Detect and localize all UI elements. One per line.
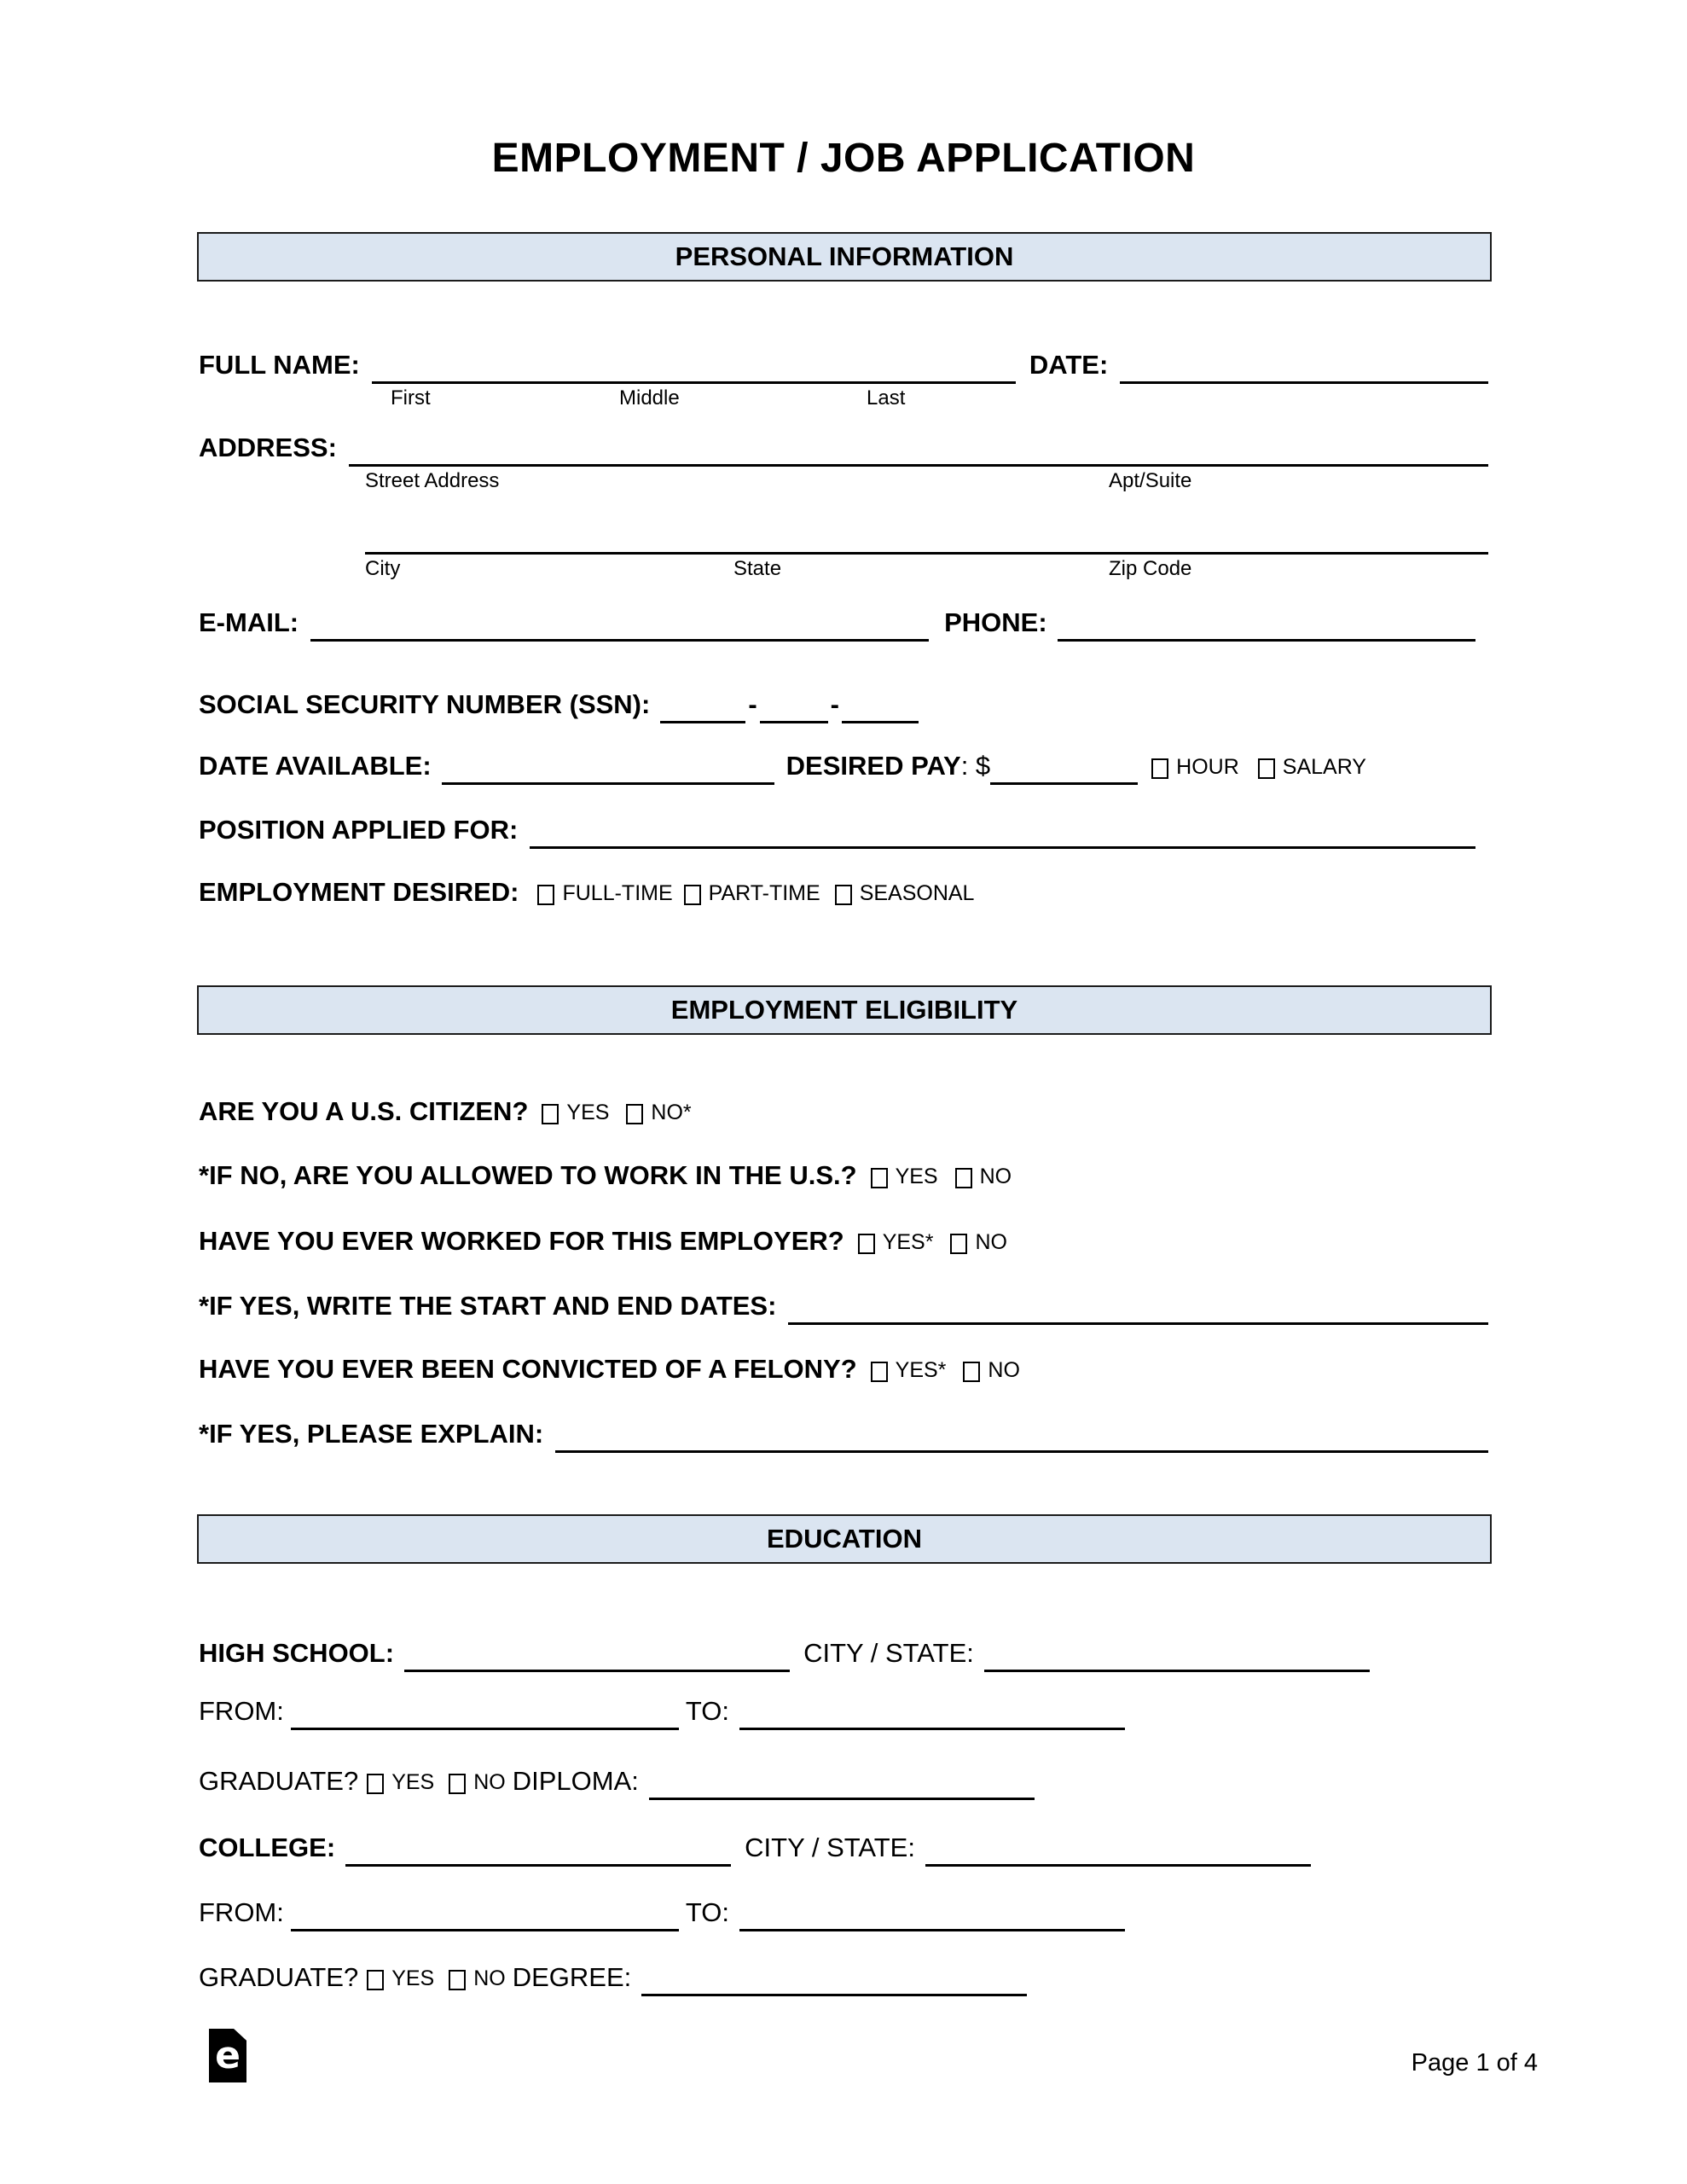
address-row-2	[199, 517, 1488, 555]
felony-yes-checkbox[interactable]	[871, 1362, 888, 1382]
date-available-field-line[interactable]	[442, 748, 774, 785]
high-school-graduate-yes-checkbox[interactable]	[367, 1774, 384, 1794]
employment-desired-label: EMPLOYMENT DESIRED:	[199, 877, 519, 907]
college-field-line[interactable]	[345, 1830, 731, 1867]
date-available-label: DATE AVAILABLE:	[199, 751, 432, 781]
ssn-field-line-3[interactable]	[842, 687, 919, 723]
seasonal-checkbox[interactable]	[835, 885, 852, 905]
worked-for-employer-no-checkbox[interactable]	[950, 1234, 967, 1254]
start-end-dates-row	[199, 1287, 1488, 1325]
college-to-label: TO:	[685, 1897, 729, 1927]
position-applied-field-line[interactable]	[530, 812, 1475, 849]
college-row	[199, 1829, 1488, 1867]
apt-suite-sublabel: Apt/Suite	[1109, 469, 1192, 492]
allowed-to-work-no-checkbox[interactable]	[955, 1168, 972, 1188]
full-time-checkbox[interactable]	[537, 885, 554, 905]
diploma-field-line[interactable]	[649, 1763, 1035, 1800]
diploma-label: DIPLOMA:	[512, 1766, 639, 1796]
high-school-graduate-yes-label: YES	[391, 1770, 435, 1794]
section-header-education	[197, 1514, 1492, 1564]
address-label: ADDRESS:	[199, 433, 337, 462]
position-applied-row	[199, 811, 1488, 849]
us-citizen-question-row	[199, 1093, 1488, 1130]
last-name-sublabel: Last	[867, 386, 906, 410]
high-school-city-state-label: CITY / STATE:	[803, 1638, 974, 1668]
full-name-sublabels	[199, 386, 1488, 411]
allowed-to-work-yes-checkbox[interactable]	[871, 1168, 888, 1188]
ssn-label: SOCIAL SECURITY NUMBER (SSN):	[199, 689, 651, 719]
us-citizen-yes-checkbox[interactable]	[542, 1104, 559, 1124]
full-name-field-line[interactable]	[372, 347, 1016, 384]
city-state-zip-field-line[interactable]	[365, 518, 1488, 555]
part-time-checkbox-label: PART-TIME	[708, 881, 820, 905]
felony-yes-label: YES*	[895, 1358, 947, 1382]
high-school-graduate-label: GRADUATE?	[199, 1766, 359, 1796]
position-applied-label: POSITION APPLIED FOR:	[199, 815, 519, 845]
salary-checkbox[interactable]	[1258, 758, 1275, 779]
seasonal-checkbox-label: SEASONAL	[859, 881, 975, 905]
felony-no-checkbox[interactable]	[963, 1362, 980, 1382]
section-header-employment-eligibility-label: EMPLOYMENT ELIGIBILITY	[670, 995, 1018, 1025]
start-end-dates-label: *IF YES, WRITE THE START AND END DATES:	[199, 1291, 777, 1321]
college-from-field-line[interactable]	[291, 1895, 679, 1931]
high-school-to-field-line[interactable]	[739, 1693, 1125, 1730]
college-city-state-field-line[interactable]	[925, 1830, 1311, 1867]
desired-pay-label: DESIRED PAY	[786, 751, 961, 781]
street-address-field-line[interactable]	[349, 430, 1488, 467]
felony-explain-row	[199, 1415, 1488, 1453]
college-city-state-label: CITY / STATE:	[745, 1833, 915, 1862]
high-school-graduate-no-checkbox[interactable]	[449, 1774, 466, 1794]
college-graduate-label: GRADUATE?	[199, 1962, 359, 1992]
section-header-personal-information	[197, 232, 1492, 282]
worked-for-employer-yes-label: YES*	[882, 1230, 934, 1254]
ssn-separator-2: -	[830, 689, 839, 719]
address-2-sublabels	[199, 556, 1488, 582]
full-name-label: FULL NAME:	[199, 350, 360, 380]
state-sublabel: State	[733, 557, 782, 580]
worked-for-employer-yes-checkbox[interactable]	[858, 1234, 875, 1254]
ssn-row	[199, 686, 1488, 723]
email-label: E-MAIL:	[199, 607, 299, 637]
section-header-employment-eligibility	[197, 985, 1492, 1035]
us-citizen-no-checkbox[interactable]	[626, 1104, 643, 1124]
desired-pay-currency: : $	[960, 751, 991, 781]
college-graduate-yes-checkbox[interactable]	[367, 1970, 384, 1990]
part-time-checkbox[interactable]	[684, 885, 701, 905]
date-available-row	[199, 747, 1488, 785]
high-school-graduate-row	[199, 1763, 1488, 1800]
college-label: COLLEGE:	[199, 1833, 336, 1862]
allowed-to-work-question-row	[199, 1157, 1488, 1194]
felony-question-row	[199, 1350, 1488, 1388]
ssn-separator-1: -	[748, 689, 757, 719]
worked-for-employer-no-label: NO	[975, 1230, 1007, 1254]
city-sublabel: City	[365, 557, 401, 580]
high-school-from-field-line[interactable]	[291, 1693, 679, 1730]
allowed-to-work-yes-label: YES	[895, 1165, 938, 1188]
high-school-to-label: TO:	[685, 1696, 729, 1726]
date-field-line[interactable]	[1120, 347, 1488, 384]
date-label: DATE:	[1029, 350, 1109, 380]
phone-field-line[interactable]	[1058, 605, 1475, 642]
phone-label: PHONE:	[944, 607, 1047, 637]
salary-checkbox-label: SALARY	[1282, 755, 1366, 779]
street-address-sublabel: Street Address	[365, 469, 500, 492]
felony-no-label: NO	[988, 1358, 1020, 1382]
high-school-row	[199, 1635, 1488, 1672]
first-name-sublabel: First	[391, 386, 431, 410]
us-citizen-question: ARE YOU A U.S. CITIZEN?	[199, 1096, 529, 1126]
allowed-to-work-no-label: NO	[979, 1165, 1012, 1188]
hour-checkbox-label: HOUR	[1176, 755, 1239, 779]
worked-for-employer-question: HAVE YOU EVER WORKED FOR THIS EMPLOYER?	[199, 1226, 844, 1256]
degree-label: DEGREE:	[512, 1962, 632, 1992]
felony-question: HAVE YOU EVER BEEN CONVICTED OF A FELONY?	[199, 1354, 857, 1384]
college-from-label: FROM:	[199, 1897, 284, 1927]
address-row	[199, 429, 1488, 467]
us-citizen-no-label: NO*	[651, 1101, 692, 1124]
worked-for-employer-question-row	[199, 1223, 1488, 1260]
start-end-dates-field-line[interactable]	[788, 1288, 1488, 1325]
full-name-row	[199, 346, 1488, 384]
ssn-field-line-1[interactable]	[660, 687, 745, 723]
college-to-field-line[interactable]	[739, 1895, 1125, 1931]
eforms-logo-letter: e	[215, 2034, 241, 2077]
email-phone-row	[199, 604, 1488, 642]
felony-explain-field-line[interactable]	[555, 1416, 1488, 1453]
email-field-line[interactable]	[310, 605, 929, 642]
college-graduate-no-label: NO	[473, 1966, 506, 1990]
zip-code-sublabel: Zip Code	[1109, 557, 1192, 580]
college-graduate-no-checkbox[interactable]	[449, 1970, 466, 1990]
degree-field-line[interactable]	[641, 1960, 1027, 1996]
high-school-dates-row	[199, 1693, 1488, 1730]
page-number: Page 1 of 4	[1411, 2049, 1538, 2077]
us-citizen-yes-label: YES	[566, 1101, 610, 1124]
college-graduate-row	[199, 1959, 1488, 1996]
felony-explain-label: *IF YES, PLEASE EXPLAIN:	[199, 1419, 544, 1449]
high-school-city-state-field-line[interactable]	[984, 1635, 1370, 1672]
high-school-graduate-no-label: NO	[473, 1770, 506, 1794]
eforms-logo	[209, 2029, 246, 2082]
ssn-field-line-2[interactable]	[760, 687, 828, 723]
employment-desired-row	[199, 874, 1488, 911]
section-header-personal-information-label: PERSONAL INFORMATION	[675, 241, 1014, 271]
high-school-label: HIGH SCHOOL:	[199, 1638, 395, 1668]
address-sublabels	[199, 468, 1488, 494]
allowed-to-work-question: *IF NO, ARE YOU ALLOWED TO WORK IN THE U.S.?	[199, 1160, 857, 1190]
page-title: EMPLOYMENT / JOB APPLICATION	[491, 136, 1196, 181]
college-graduate-yes-label: YES	[391, 1966, 435, 1990]
section-header-education-label: EDUCATION	[767, 1524, 922, 1554]
middle-name-sublabel: Middle	[619, 386, 680, 410]
full-time-checkbox-label: FULL-TIME	[562, 881, 673, 905]
hour-checkbox[interactable]	[1151, 758, 1168, 779]
high-school-from-label: FROM:	[199, 1696, 284, 1726]
desired-pay-field-line[interactable]	[990, 748, 1138, 785]
college-dates-row	[199, 1894, 1488, 1931]
high-school-field-line[interactable]	[404, 1635, 790, 1672]
